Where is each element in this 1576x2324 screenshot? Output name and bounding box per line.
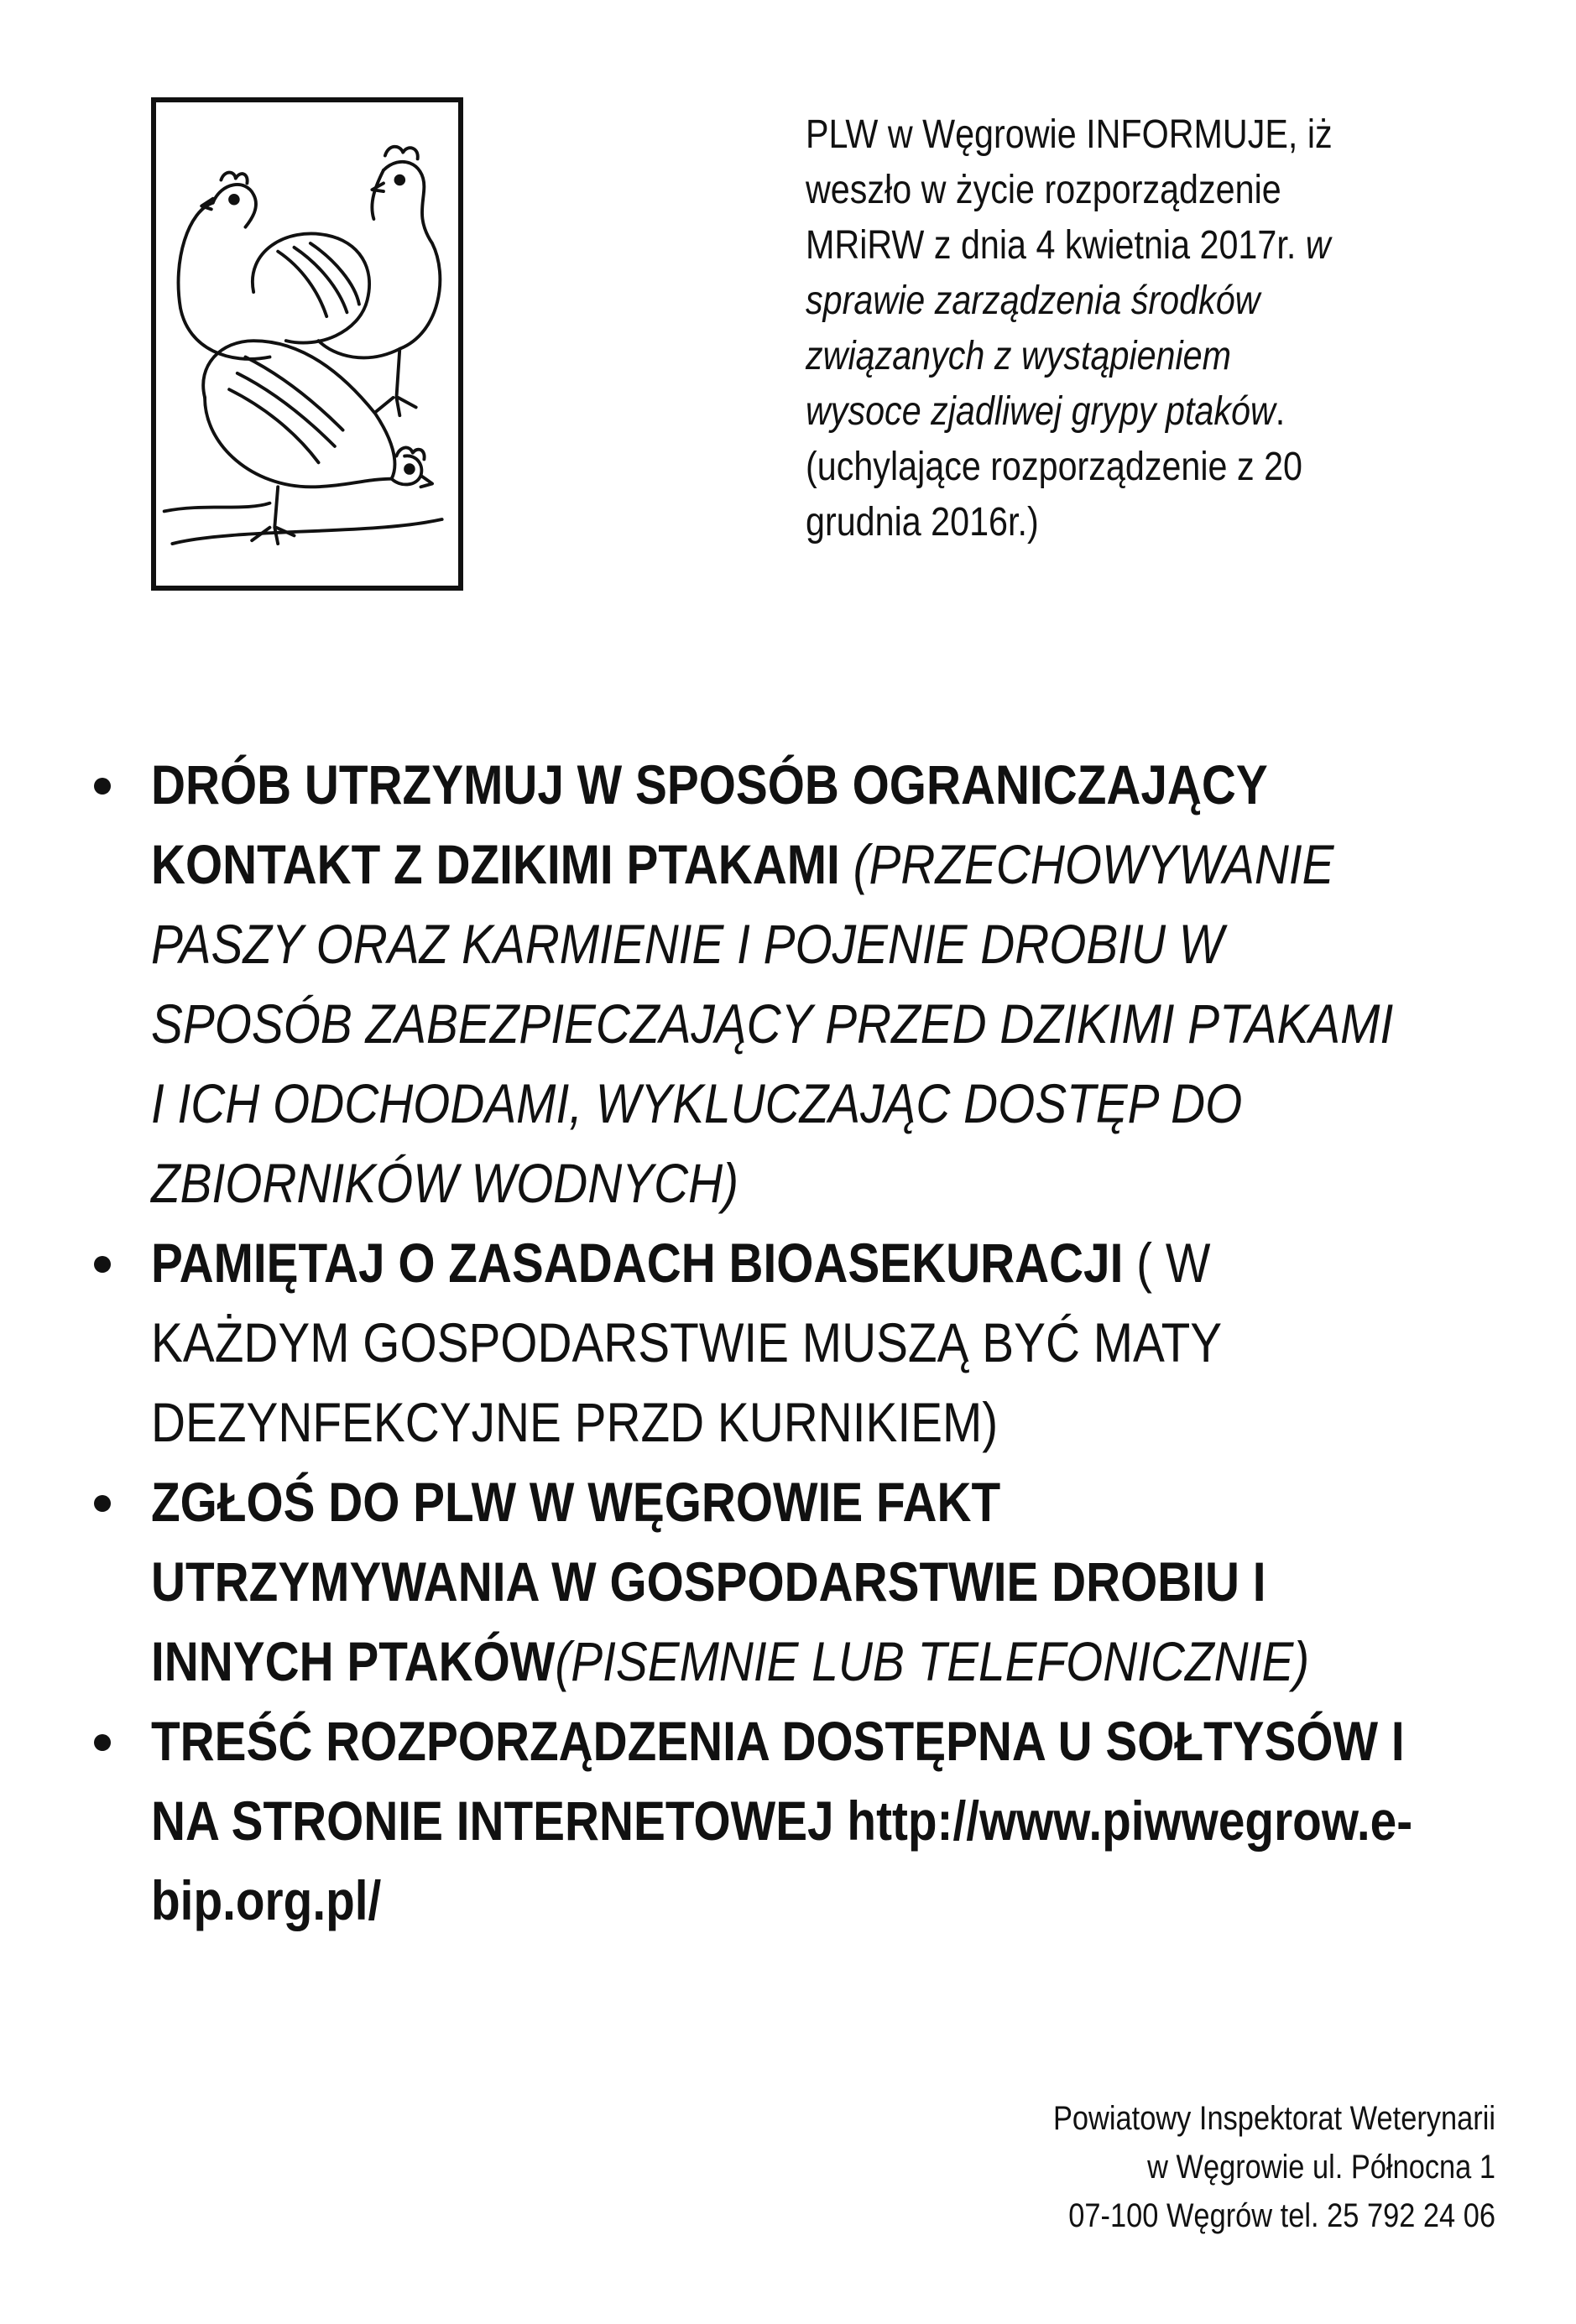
hens-icon [156,102,458,586]
footer-line: Powiatowy Inspektorat Weterynarii [1052,2100,1495,2137]
list-item-report: ZGŁOŚ DO PLW W WĘGROWIE FAKT UTRZYMYWANIA W GOSPODARSTWIE DROBIU I INNYCH PTAKÓW(PISEMNIE LUB TELEFONICZNIE) [91,1462,1568,1701]
bullet-icon [94,778,111,795]
instructions-list [91,745,1568,1941]
footer-line: 07-100 Węgrów tel. 25 792 24 06 [1068,2197,1495,2234]
intro-line: (uchylające rozporządzenie z 20 [806,445,1303,489]
hens-illustration [151,97,463,591]
footer-line: w Węgrowie ul. Północna 1 [1147,2149,1495,2186]
bullet-icon [94,1495,111,1512]
intro-line: PLW w Węgrowie INFORMUJE, iż [806,112,1333,157]
bullet-icon [94,1256,111,1273]
intro-line: MRiRW z dnia 4 kwietnia 2017r. w [806,223,1331,268]
intro-line: grudnia 2016r.) [806,500,1039,545]
list-item-wild-birds: DRÓB UTRZYMUJ W SPOSÓB OGRANICZAJĄCY KONTAKT Z DZIKIMI PTAKAMI (PRZECHOWYWANIE PASZY ORAZ KARMIENIE I POJENIE DROBIU W SPOSÓB ZABEZPIECZAJĄCY PRZED DZIKIMI PTAKAMI I ICH ODCHODAMI, WYKLUCZAJĄC DOSTĘP DO ZBIORNIKÓW WODNYCH) [91,745,1568,1223]
bullet-icon [94,1734,111,1751]
intro-line: weszło w życie rozporządzenie [806,168,1281,212]
intro-line: wysoce zjadliwej grypy ptaków. [806,389,1286,434]
footer-address [740,2094,1495,2240]
list-item-biosecurity: PAMIĘTAJ O ZASADACH BIOASEKURACJI ( W KAŻDYM GOSPODARSTWIE MUSZĄ BYĆ MATY DEZYNFEKCYJNE PRZD KURNIKIEM) [91,1223,1568,1462]
intro-line: sprawie zarządzenia środków [806,279,1260,323]
intro-paragraph [806,107,1527,550]
list-item-regulation-access: TREŚĆ ROZPORZĄDZENIA DOSTĘPNA U SOŁTYSÓW I NA STRONIE INTERNETOWEJ http://www.piwwegrow.e- bip.org.pl/ [91,1701,1568,1941]
intro-line: związanych z wystąpieniem [806,334,1232,378]
